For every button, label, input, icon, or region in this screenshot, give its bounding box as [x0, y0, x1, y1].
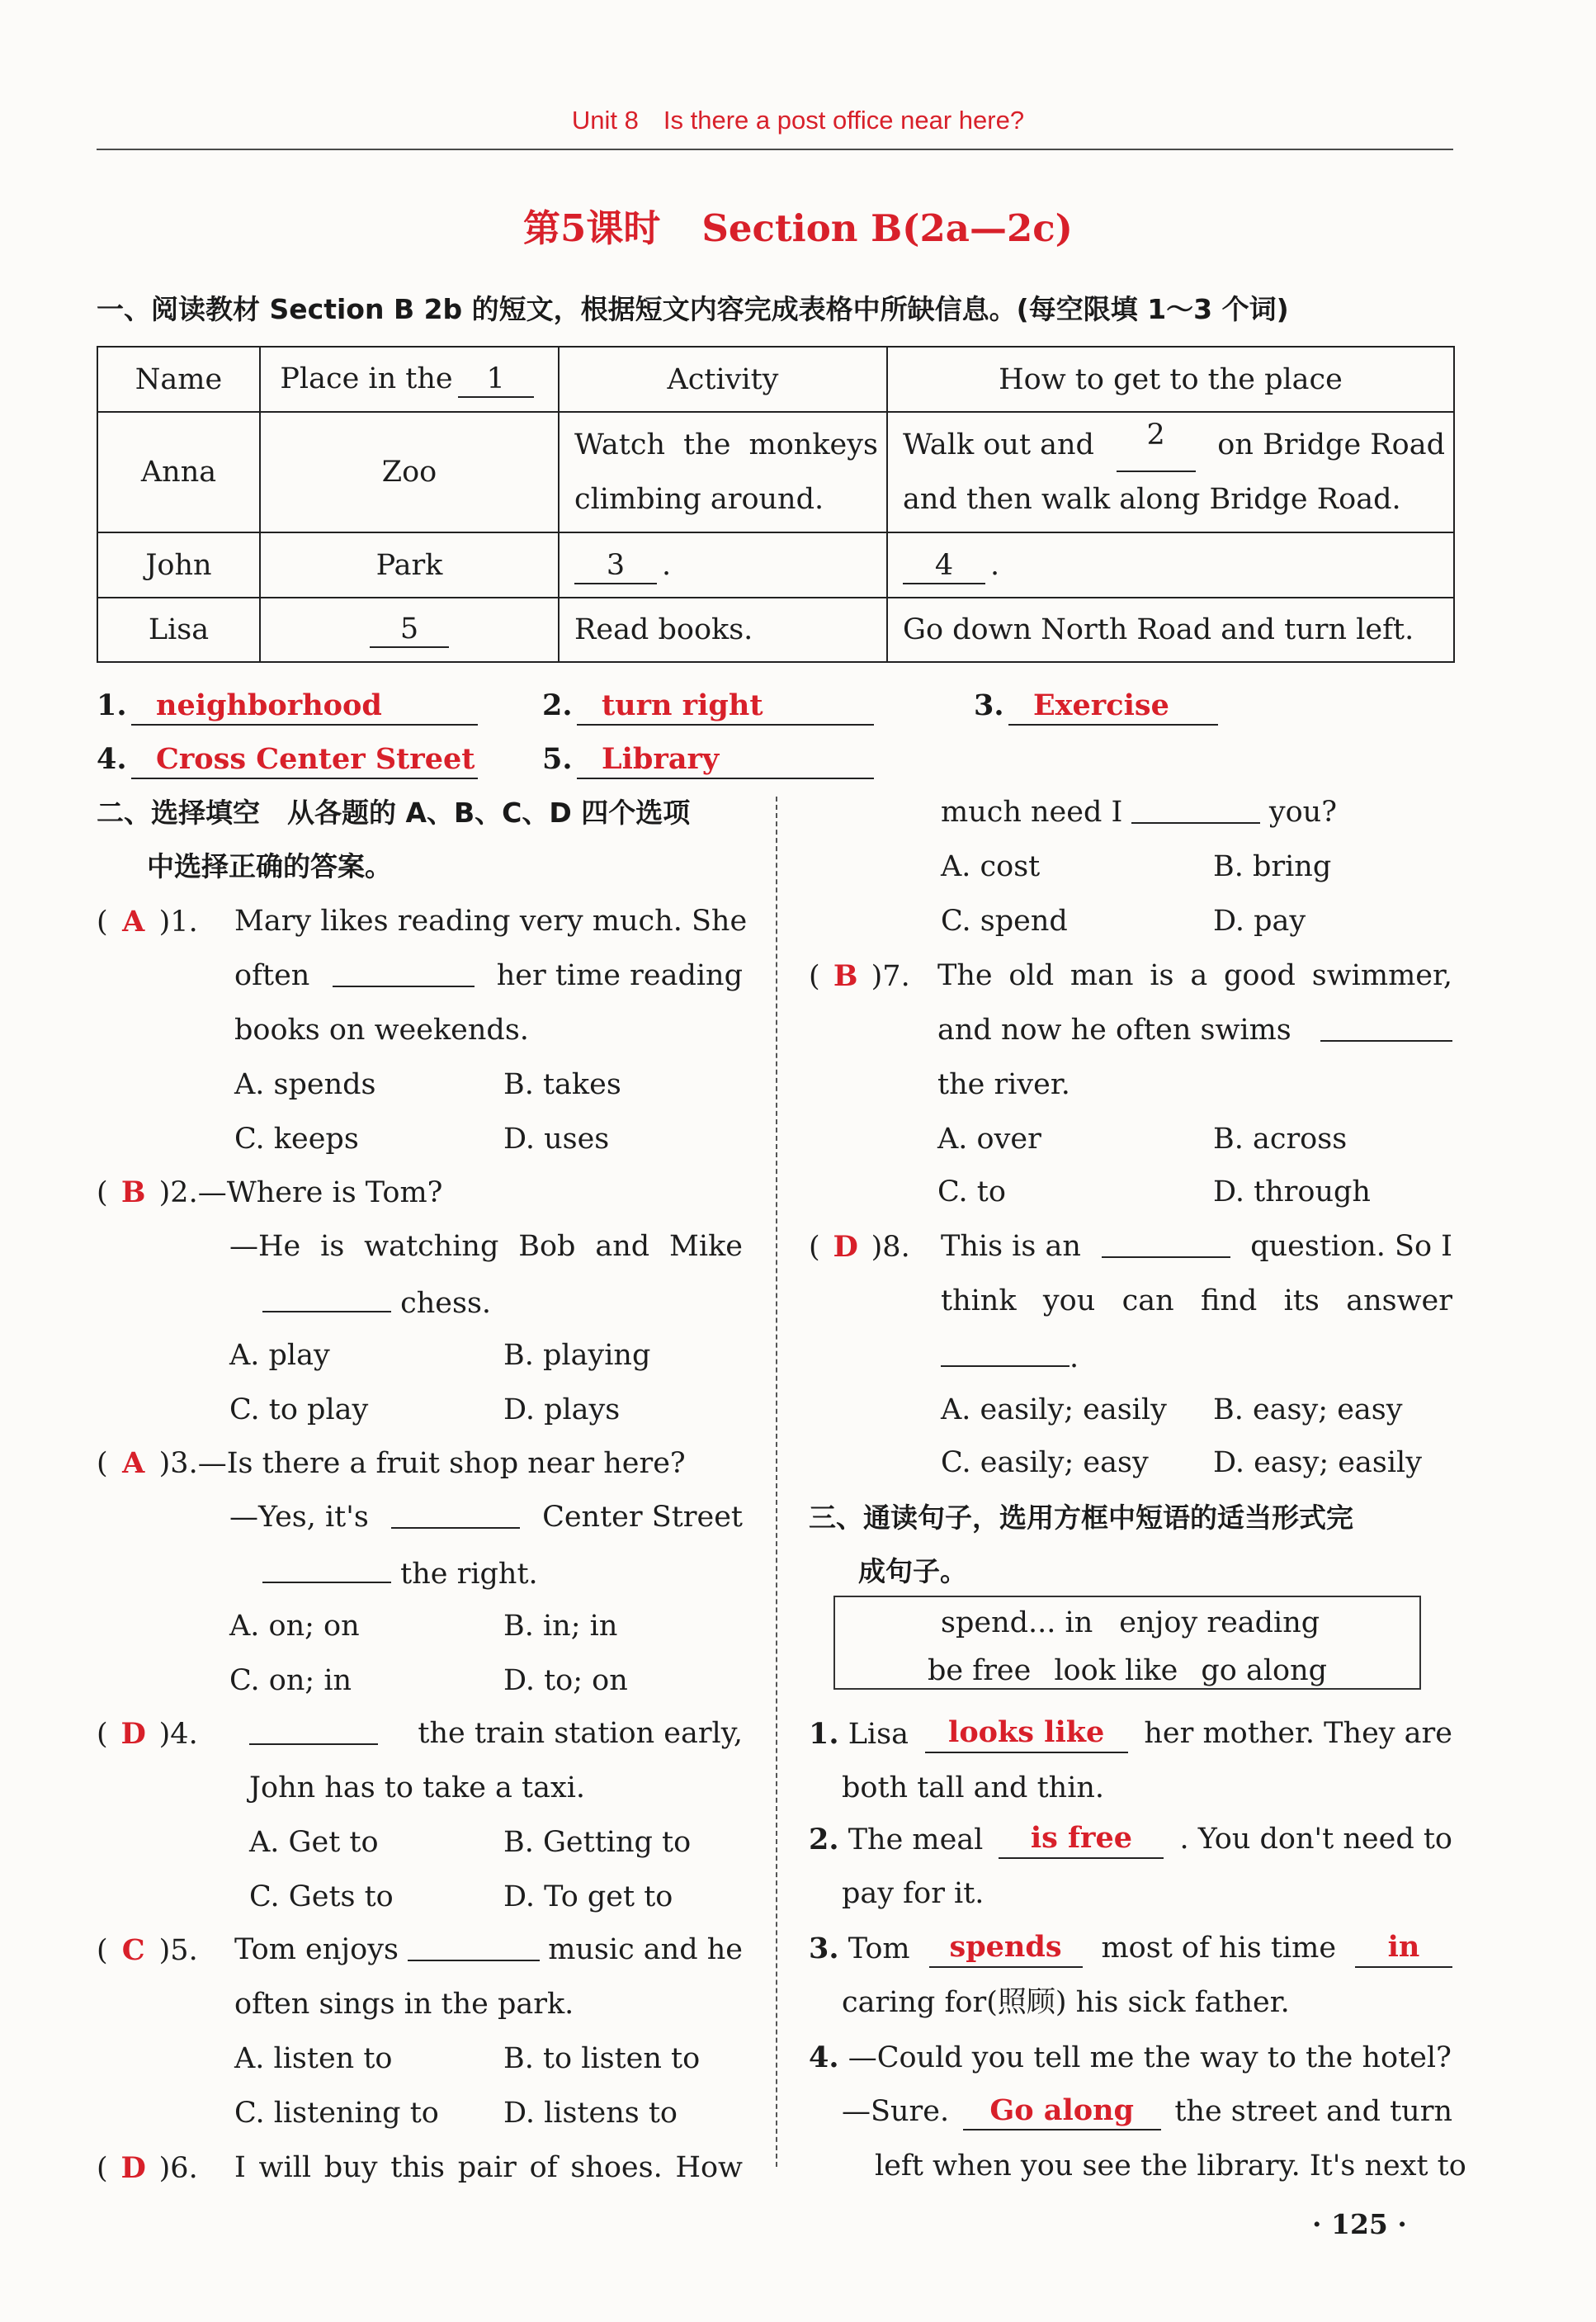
blank[interactable] [391, 1499, 520, 1529]
option-a[interactable]: A. spends [234, 1068, 376, 1101]
header-activity: Activity [559, 347, 887, 412]
lesson-label: 第5课时 [523, 206, 661, 250]
blank-5[interactable]: 5 [370, 612, 449, 648]
option-a[interactable]: A. on; on [229, 1610, 360, 1643]
option-c[interactable]: C. spend [941, 905, 1068, 938]
answer-3: 3. Exercise [974, 688, 1218, 726]
question-2: ( B )2.—Where is Tom? [97, 1175, 443, 1209]
info-table [97, 346, 1455, 663]
row-activity: Watch the monkeys climbing around. [559, 412, 887, 532]
blank[interactable] [262, 1283, 391, 1312]
blank-2[interactable]: 2 [1117, 418, 1196, 472]
row-how: Go down North Road and turn left. [887, 598, 1454, 662]
option-c[interactable]: C. on; in [229, 1664, 352, 1697]
lesson-title [0, 198, 1596, 252]
blank[interactable] [1102, 1228, 1230, 1258]
header-rule [97, 149, 1453, 150]
option-b[interactable]: B. across [1213, 1123, 1348, 1156]
part3-title: 成句子。 [858, 1555, 967, 1587]
lesson-section: Section B(2a—2c) [701, 206, 1073, 250]
unit-label: Unit 8 [571, 106, 639, 135]
option-d[interactable]: D. plays [503, 1393, 621, 1426]
question-7: ( B )7. [809, 959, 910, 993]
unit-title: Is there a post office near here? [663, 106, 1025, 135]
option-a[interactable]: A. play [229, 1339, 330, 1372]
option-a[interactable]: A. Get to [249, 1826, 379, 1859]
option-a[interactable]: A. cost [941, 850, 1041, 883]
sentence-2: 2. The meal is free . You don't need to [809, 1821, 1452, 1859]
part2-title: 中选择正确的答案。 [147, 850, 392, 882]
sentence-3: 3. Tom spends most of his time in [809, 1930, 1452, 1968]
row-activity: Read books. [559, 598, 887, 662]
question-3: ( A )3.—Is there a fruit shop near here? [97, 1446, 686, 1480]
row-how: Walk out and 2 on Bridge Road and then walk along Bridge Road. [887, 412, 1454, 532]
unit-header [0, 106, 1596, 135]
workbook-page: Unit 8 Is there a post office near here? 第5课时 Section B(2a—2c) 一、阅读教材 Section B 2b 的短文，根据短文内容完成表格中所缺信息。(每空限填 1～3 个词) Name Place in the 1 Activity How to get to the place Anna Zoo Watch the monkeys climbing around. Walk out and 2 on Bridge Road and then walk along Bridge Road. John Park 3 . 4 . Lisa 5 Read books. Go down North Road and turn left. 1. neighborhood 2. turn right 3. Exercise 4. Cross Center Street 5. Library 二、选择填空 从各题的 A、B、C、D 四个选项 中选择正确的答案。 ( A )1. Mary likes reading very much. She often her time reading books on weekends. A. spends B. takes C. keeps D. uses ( B )2.—Where is Tom? —He is watching Bob and Mike chess. A. play B. playing C. to play D. plays ( A )3.—Is there a fruit shop near here? —Yes, it's Center Street the right. A. on; on B. in; in C. on; in D. to; on ( D )4. the train station early, John has to take a taxi. A. Get to B. Getting to C. Gets to D. To get to ( C )5. Tom enjoys music and he often sings in the park. A. listen to B. to listen to C. listening to D. listens to ( D )6. I will buy this pair of shoes. How much need I you? A. cost B. bring C. spend D. pay ( B )7. The old man is a good swimmer, and now he often swims the river. A. over B. across C. to D. through ( D )8. This is an question. So I think you can find its answer . A. easily; easily B. easy; easy C. easily; easy D. easy; easily 三、通读句子，选用方框中短语的适当形式完 成句子。 spend... in enjoy reading be free look like go along 1. Lisa looks like her mother. They are both tall and thin. 2. The meal is free . You don't need to pay for it. 3. Tom spends most of his time in caring for(照顾) his sick father. 4. —Could you tell me the way to the hotel? —Sure. Go along the street and turn left when you see the library. It's next to · 125 · [0, 0, 1596, 2322]
answer-5: 5. Library [542, 741, 874, 779]
table-row [97, 598, 1454, 662]
option-d[interactable]: D. To get to [503, 1880, 673, 1913]
phrase-box-row: spend... in enjoy reading [941, 1606, 1320, 1639]
sentence-4: 4. —Could you tell me the way to the hotel? [809, 2041, 1452, 2074]
option-d[interactable]: D. to; on [503, 1664, 628, 1697]
row-place: Zoo [260, 412, 559, 532]
option-c[interactable]: C. easily; easy [941, 1446, 1149, 1479]
header-how: How to get to the place [887, 347, 1454, 412]
option-d[interactable]: D. easy; easily [1213, 1446, 1422, 1479]
option-b[interactable]: B. bring [1213, 850, 1332, 883]
option-c[interactable]: C. keeps [234, 1123, 359, 1156]
answer-4: 4. Cross Center Street [97, 741, 478, 779]
page-number: · 125 · [1312, 2208, 1407, 2240]
row-name: Anna [97, 412, 260, 532]
column-divider [776, 797, 777, 2167]
table-header-row [97, 347, 1454, 412]
blank[interactable] [1320, 1012, 1452, 1042]
option-c[interactable]: C. to play [229, 1393, 369, 1426]
option-b[interactable]: B. takes [503, 1068, 621, 1101]
blank[interactable] [333, 958, 475, 987]
question-8: ( D )8. [809, 1230, 910, 1264]
question-1: ( A )1. [97, 905, 198, 939]
row-how: 4 . [887, 532, 1454, 598]
blank[interactable] [262, 1554, 391, 1583]
question-4: ( D )4. [97, 1717, 198, 1751]
option-d[interactable]: D. uses [503, 1123, 610, 1156]
option-c[interactable]: C. to [937, 1175, 1006, 1208]
blank-4[interactable]: 4 [903, 548, 985, 584]
row-activity: 3 . [559, 532, 887, 598]
option-c[interactable]: C. listening to [234, 2097, 439, 2130]
phrase-box-row: be free look like go along [928, 1654, 1328, 1687]
option-b[interactable]: B. Getting to [503, 1826, 692, 1859]
row-name: John [97, 532, 260, 598]
part3-title: 三、通读句子，选用方框中短语的适当形式完 [809, 1501, 1353, 1534]
option-a[interactable]: A. listen to [234, 2042, 393, 2075]
part2-title: 二、选择填空 从各题的 A、B、C、D 四个选项 [97, 797, 691, 829]
option-b[interactable]: B. easy; easy [1213, 1393, 1403, 1426]
answer-1: 1. neighborhood [97, 688, 478, 726]
option-c[interactable]: C. Gets to [249, 1880, 394, 1913]
option-a[interactable]: A. easily; easily [941, 1393, 1167, 1426]
blank-1[interactable]: 1 [458, 362, 534, 398]
option-b[interactable]: B. playing [503, 1339, 651, 1372]
row-place [260, 598, 559, 662]
option-b[interactable]: B. to listen to [503, 2042, 701, 2075]
row-place: Park [260, 532, 559, 598]
blank[interactable] [408, 1932, 540, 1961]
row-name: Lisa [97, 598, 260, 662]
blank[interactable] [249, 1715, 378, 1745]
answer-2: 2. turn right [542, 688, 874, 726]
question-5: ( C )5. [97, 1933, 198, 1967]
blank-3[interactable]: 3 [574, 548, 657, 584]
part1-instruction: 一、阅读教材 Section B 2b 的短文，根据短文内容完成表格中所缺信息。(每空限填 1～3 个词) [97, 293, 1289, 325]
table-row [97, 412, 1454, 532]
blank[interactable] [1131, 794, 1260, 824]
option-b[interactable]: B. in; in [503, 1610, 618, 1643]
header-place: Place in the 1 [260, 347, 559, 412]
table-row [97, 532, 1454, 598]
question-6: ( D )6. [97, 2151, 198, 2185]
option-d[interactable]: D. listens to [503, 2097, 678, 2130]
option-a[interactable]: A. over [937, 1123, 1041, 1156]
header-name: Name [97, 347, 260, 412]
sentence-1: 1. Lisa looks like her mother. They are [809, 1715, 1452, 1753]
option-d[interactable]: D. through [1213, 1175, 1371, 1208]
blank[interactable] [941, 1337, 1070, 1367]
option-d[interactable]: D. pay [1213, 905, 1306, 938]
